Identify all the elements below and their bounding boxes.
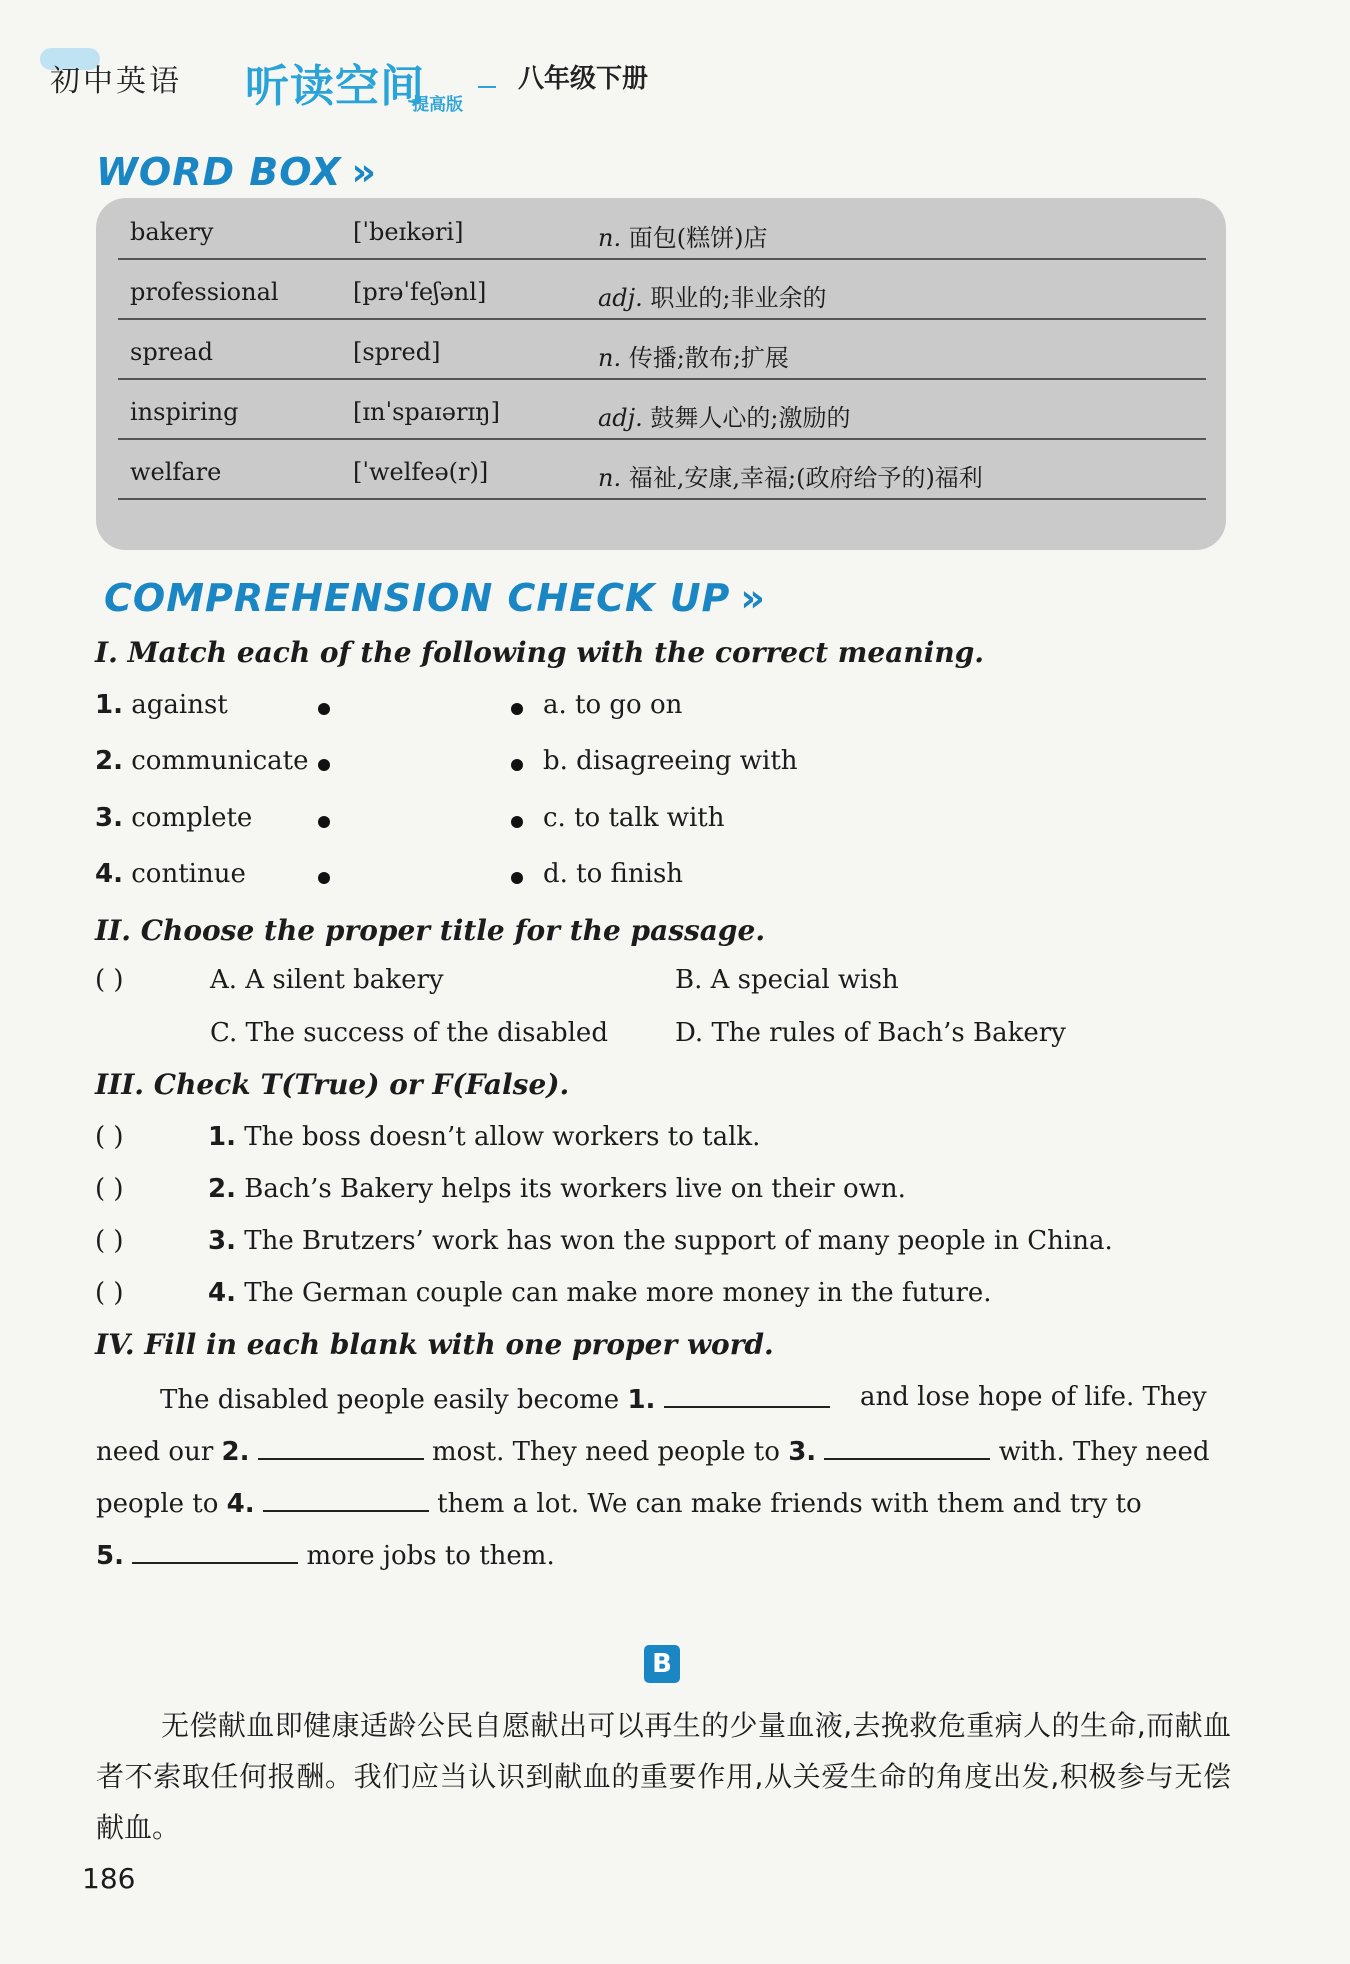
match-right-item: d. to finish [543, 859, 684, 889]
passage-line [96, 1538, 555, 1571]
phonetic: [ˈbeɪkəri] [353, 218, 464, 246]
book-logo: 听读空间 [245, 61, 425, 112]
word-row [118, 318, 1206, 380]
item-number: 4. [95, 859, 123, 889]
page-number: 186 [82, 1862, 136, 1895]
match-dot-left[interactable] [318, 872, 330, 884]
comprehension-title-text: COMPREHENSION CHECK UP [104, 576, 731, 620]
match-dot-right[interactable] [511, 872, 523, 884]
phonetic: [ɪnˈspaɪərɪŋ] [353, 398, 500, 426]
tf-item [208, 1174, 906, 1204]
answer-paren[interactable]: ( ) [95, 1226, 124, 1256]
definition [598, 398, 850, 433]
item-number: 3. [95, 803, 123, 833]
match-left-item [95, 746, 308, 776]
match-left-item [95, 690, 228, 720]
definition [598, 338, 789, 373]
match-right-item: c. to talk with [543, 803, 725, 833]
series-title: 初中英语 [50, 64, 182, 99]
blank-number: 4. [226, 1489, 255, 1519]
item-text: complete [131, 803, 253, 833]
passage-line [160, 1382, 830, 1415]
blank-number: 1. [627, 1385, 656, 1415]
item-number: 3. [208, 1226, 236, 1256]
passage-text: most. They need people to [432, 1437, 780, 1467]
meaning: 职业的;非业余的 [650, 284, 827, 312]
item-number: 1. [208, 1122, 236, 1152]
item-text: The Brutzers’ work has won the support of many people in China. [244, 1226, 1113, 1256]
definition [598, 458, 983, 493]
word-row [118, 258, 1206, 320]
meaning: 面包(糕饼)店 [628, 224, 768, 252]
item-text: against [131, 690, 228, 720]
edition-label: 提高版 [412, 95, 463, 115]
definition [598, 278, 826, 313]
passage-line [96, 1434, 1210, 1467]
answer-paren[interactable]: ( ) [95, 1174, 124, 1204]
match-left-item [95, 859, 246, 889]
option-d: D. The rules of Bach’s Bakery [675, 1018, 1066, 1048]
item-number: 1. [95, 690, 123, 720]
comprehension-title [104, 576, 766, 620]
section-b-badge: B [644, 1645, 680, 1683]
blank-field[interactable] [824, 1434, 990, 1460]
passage-line [96, 1486, 1142, 1519]
tf-item [208, 1122, 760, 1152]
passage-text: more jobs to them. [306, 1541, 555, 1571]
item-text: The German couple can make more money in the future. [244, 1278, 992, 1308]
blank-field[interactable] [664, 1382, 830, 1408]
word-box-title [96, 150, 377, 194]
word: bakery [130, 218, 214, 246]
meaning: 福祉,安康,幸福;(政府给予的)福利 [628, 464, 983, 492]
match-dot-right[interactable] [511, 759, 523, 771]
answer-paren[interactable]: ( ) [95, 1278, 124, 1308]
part-of-speech: n. [598, 344, 622, 372]
word-row [118, 438, 1206, 500]
passage-text: people to [96, 1489, 219, 1519]
double-chevron-icon: » [351, 150, 378, 194]
item-number: 4. [208, 1278, 236, 1308]
item-text: Bach’s Bakery helps its workers live on their own. [244, 1174, 906, 1204]
part-3-heading: III. Check T(True) or F(False). [95, 1068, 570, 1101]
part-2-heading: II. Choose the proper title for the passage. [95, 914, 766, 947]
match-dot-left[interactable] [318, 759, 330, 771]
section-b-paragraph: 无偿献血即健康适龄公民自愿献出可以再生的少量血液,去挽救危重病人的生命,而献血者不索取任何报酬。我们应当认识到献血的重要作用,从关爱生命的角度出发,积极参与无偿献血。 [96, 1709, 1231, 1844]
option-c: C. The success of the disabled [210, 1018, 608, 1048]
word: professional [130, 278, 279, 306]
match-right-item: b. disagreeing with [543, 746, 798, 776]
option-b: B. A special wish [675, 965, 899, 995]
header-divider [478, 86, 496, 88]
blank-number: 3. [788, 1437, 817, 1467]
double-chevron-icon: » [740, 576, 766, 620]
phonetic: [spred] [353, 338, 441, 366]
word: inspiring [130, 398, 239, 426]
match-dot-right[interactable] [511, 703, 523, 715]
blank-field[interactable] [132, 1538, 298, 1564]
part-of-speech: n. [598, 224, 622, 252]
answer-paren[interactable]: ( ) [95, 1122, 124, 1152]
blank-number: 2. [221, 1437, 250, 1467]
part-of-speech: n. [598, 464, 622, 492]
part-of-speech: adj. [598, 404, 643, 432]
word-box [96, 198, 1226, 550]
tf-item [208, 1278, 992, 1308]
word-row [118, 378, 1206, 440]
item-number: 2. [208, 1174, 236, 1204]
answer-paren[interactable]: ( ) [95, 965, 124, 995]
match-left-item [95, 803, 252, 833]
item-text: communicate [131, 746, 309, 776]
passage-line: and lose hope of life. They [860, 1382, 1207, 1412]
grade-label: 八年级下册 [518, 64, 649, 94]
meaning: 鼓舞人心的;激励的 [650, 404, 851, 432]
phonetic: [prəˈfeʃənl] [353, 278, 487, 306]
item-text: The boss doesn’t allow workers to talk. [244, 1122, 761, 1152]
page-header [40, 44, 740, 114]
part-1-heading: I. Match each of the following with the correct meaning. [95, 636, 985, 669]
word-box-title-text: WORD BOX [96, 150, 342, 194]
blank-field[interactable] [263, 1486, 429, 1512]
word: welfare [130, 458, 222, 486]
match-dot-left[interactable] [318, 816, 330, 828]
match-dot-left[interactable] [318, 703, 330, 715]
blank-field[interactable] [258, 1434, 424, 1460]
match-right-item: a. to go on [543, 690, 683, 720]
phonetic: [ˈwelfeə(r)] [353, 458, 489, 486]
definition [598, 218, 767, 253]
passage-text: with. They need [998, 1437, 1210, 1467]
meaning: 传播;散布;扩展 [628, 344, 789, 372]
item-number: 2. [95, 746, 123, 776]
option-a: A. A silent bakery [210, 965, 444, 995]
passage-text: need our [96, 1437, 214, 1467]
part-4-heading: IV. Fill in each blank with one proper word. [95, 1328, 774, 1361]
blank-number: 5. [96, 1541, 124, 1571]
tf-item [208, 1226, 1113, 1256]
item-text: continue [131, 859, 246, 889]
part-of-speech: adj. [598, 284, 643, 312]
passage-text: them a lot. We can make friends with them and try to [437, 1489, 1142, 1519]
word-row [118, 198, 1206, 260]
passage-text: The disabled people easily become [160, 1385, 620, 1415]
word: spread [130, 338, 214, 366]
match-dot-right[interactable] [511, 816, 523, 828]
